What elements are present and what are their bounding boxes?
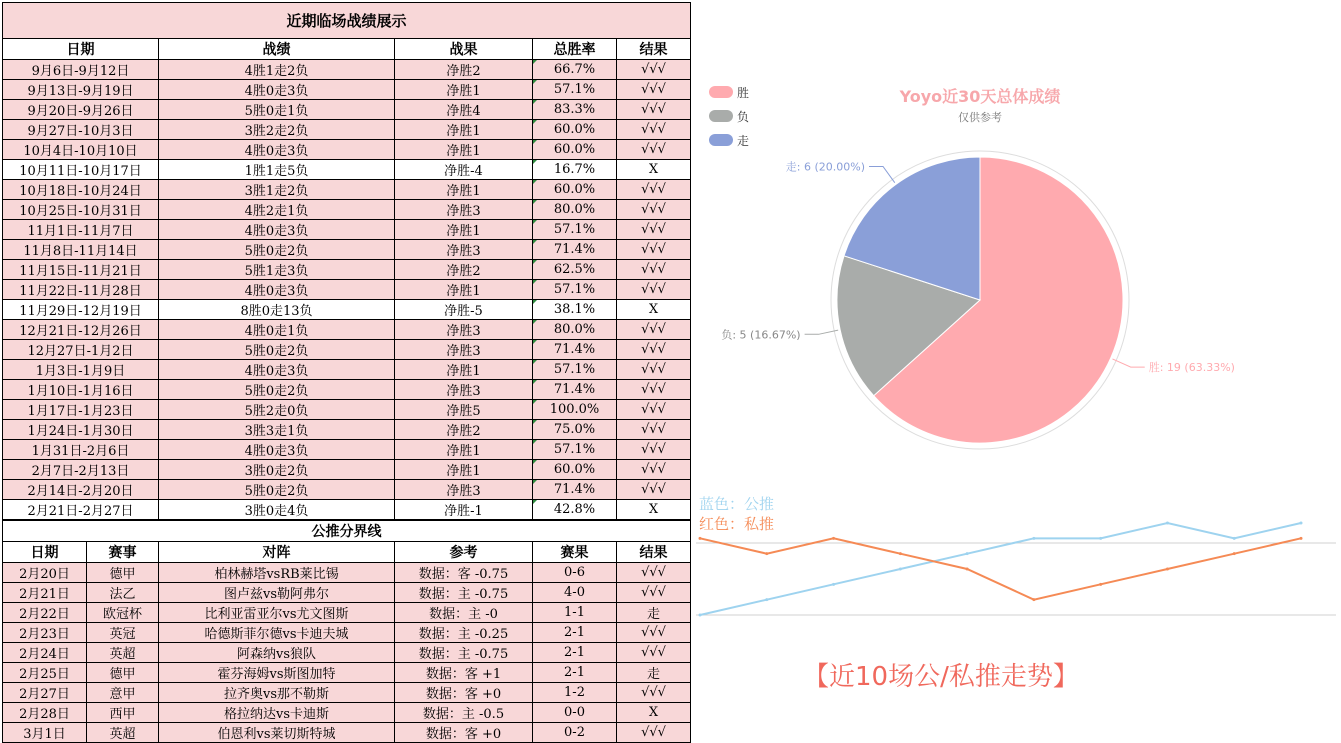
record-table-cell: √√√ (617, 80, 691, 100)
picks-table-cell: 走 (617, 603, 691, 623)
record-table-header: 日期 (3, 39, 159, 60)
picks-table-cell: 1-1 (533, 603, 617, 623)
record-table-row (3, 160, 691, 180)
record-table-cell: 2月21日-2月27日 (3, 500, 159, 520)
record-table-cell: 5胜2走0负 (159, 400, 395, 420)
picks-table-cell: 英超 (87, 723, 159, 743)
record-table-cell: 净胜3 (395, 340, 533, 360)
picks-table-cell: 阿森纳vs狼队 (159, 643, 395, 663)
legend-label: 走 (737, 133, 750, 148)
picks-table-header: 对阵 (159, 542, 395, 563)
picks-table-row (3, 603, 691, 623)
record-table-cell: 净胜3 (395, 380, 533, 400)
record-table-cell: 5胜0走2负 (159, 340, 395, 360)
record-table-row (3, 220, 691, 240)
record-table-cell: 60.0% (533, 180, 617, 200)
record-table-cell: 净胜3 (395, 320, 533, 340)
record-table-cell: 9月13日-9月19日 (3, 80, 159, 100)
record-table-cell: 12月21日-12月26日 (3, 320, 159, 340)
picks-table-cell: 英超 (87, 643, 159, 663)
pie-chart (696, 150, 1341, 495)
picks-table-row (3, 623, 691, 643)
pie-leader-line (1112, 359, 1144, 367)
trend-legend-public: 蓝色：公推 (699, 495, 775, 513)
picks-table-cell: 哈德斯菲尔德vs卡迪夫城 (159, 623, 395, 643)
record-table-cell: √√√ (617, 420, 691, 440)
record-table-cell: 60.0% (533, 120, 617, 140)
record-table-cell: 5胜0走2负 (159, 380, 395, 400)
record-table-cell: 净胜1 (395, 140, 533, 160)
record-table-cell: 16.7% (533, 160, 617, 180)
record-table-cell: 2月14日-2月20日 (3, 480, 159, 500)
picks-table-row (3, 583, 691, 603)
picks-table-cell: 拉齐奥vs那不勒斯 (159, 683, 395, 703)
record-table-row (3, 420, 691, 440)
record-table-cell: 60.0% (533, 460, 617, 480)
record-table-cell: √√√ (617, 120, 691, 140)
record-table-row (3, 300, 691, 320)
record-table-cell: 4胜0走3负 (159, 140, 395, 160)
trend-point (966, 552, 969, 555)
record-table-cell: 10月11日-10月17日 (3, 160, 159, 180)
picks-table-cell: 2月25日 (3, 663, 87, 683)
record-table-cell: 净胜2 (395, 60, 533, 80)
record-table-cell: 4胜2走1负 (159, 200, 395, 220)
record-table-cell: 62.5% (533, 260, 617, 280)
record-table-cell: 9月27日-10月3日 (3, 120, 159, 140)
picks-table-cell: 柏林赫塔vsRB莱比锡 (159, 563, 395, 583)
picks-table-cell: 伯恩利vs莱切斯特城 (159, 723, 395, 743)
record-table-cell: 4胜0走1负 (159, 320, 395, 340)
legend-item[interactable] (709, 128, 749, 152)
record-table-header: 总胜率 (533, 39, 617, 60)
picks-table-cell: 0-6 (533, 563, 617, 583)
picks-table-cell: √√√ (617, 623, 691, 643)
left-panel (2, 2, 690, 743)
record-table-row (3, 120, 691, 140)
record-table-cell: 净胜-4 (395, 160, 533, 180)
picks-table-cell: X (617, 703, 691, 723)
trend-point (1233, 552, 1236, 555)
picks-table (2, 520, 691, 743)
picks-table-row (3, 563, 691, 583)
trend-point (966, 568, 969, 571)
record-table-row (3, 280, 691, 300)
record-table-row (3, 500, 691, 520)
record-table-cell: 净胜1 (395, 360, 533, 380)
record-table-cell: 1月24日-1月30日 (3, 420, 159, 440)
record-table-cell: 4胜0走3负 (159, 80, 395, 100)
record-table-cell: 100.0% (533, 400, 617, 420)
record-table-cell: 净胜3 (395, 240, 533, 260)
picks-table-cell: 1-2 (533, 683, 617, 703)
picks-table-title: 公推分界线 (3, 521, 691, 542)
record-table-cell: √√√ (617, 140, 691, 160)
record-table-cell: √√√ (617, 280, 691, 300)
picks-table-cell: 0-0 (533, 703, 617, 723)
record-table-cell: 净胜1 (395, 460, 533, 480)
trend-point (832, 537, 835, 540)
record-table-cell: 66.7% (533, 60, 617, 80)
pie-subtitle: 仅供参考 (958, 111, 1002, 124)
picks-table-cell: 霍芬海姆vs斯图加特 (159, 663, 395, 683)
record-table-cell: X (617, 160, 691, 180)
record-table-cell: 净胜-1 (395, 500, 533, 520)
picks-table-cell: 德甲 (87, 663, 159, 683)
picks-table-cell: 2月28日 (3, 703, 87, 723)
record-table-row (3, 100, 691, 120)
record-table-cell: 3胜1走2负 (159, 180, 395, 200)
record-table-row (3, 260, 691, 280)
record-table-cell: 4胜0走3负 (159, 440, 395, 460)
picks-table-cell: √√√ (617, 723, 691, 743)
record-table-cell: 10月4日-10月10日 (3, 140, 159, 160)
legend-swatch (709, 110, 733, 122)
picks-table-row (3, 643, 691, 663)
record-table-cell: √√√ (617, 480, 691, 500)
record-table-cell: √√√ (617, 320, 691, 340)
record-table-row (3, 380, 691, 400)
record-table-row (3, 340, 691, 360)
picks-table-cell: √√√ (617, 683, 691, 703)
record-table-row (3, 400, 691, 420)
record-table-cell: 净胜3 (395, 200, 533, 220)
record-table-cell: 60.0% (533, 140, 617, 160)
picks-table-row (3, 663, 691, 683)
record-table-cell: 净胜5 (395, 400, 533, 420)
record-table-cell: 3胜0走2负 (159, 460, 395, 480)
picks-table-cell: 数据：主 -0 (395, 603, 533, 623)
record-table-header: 战绩 (159, 39, 395, 60)
legend-label: 负 (737, 109, 750, 124)
record-table-header: 战果 (395, 39, 533, 60)
trend-point (1099, 537, 1102, 540)
legend-swatch (709, 134, 733, 146)
record-table-cell: 净胜2 (395, 420, 533, 440)
trend-point (699, 614, 702, 617)
picks-table-cell: 数据：主 -0.25 (395, 623, 533, 643)
picks-table-cell: 图卢兹vs勒阿弗尔 (159, 583, 395, 603)
pie-leader-line (805, 330, 839, 334)
record-table-cell: 净胜1 (395, 220, 533, 240)
trend-legend-private: 红色：私推 (699, 515, 775, 533)
pie-slice-label: 胜: 19 (63.33%) (1148, 361, 1235, 375)
record-table-row (3, 140, 691, 160)
record-table-cell: 1月17日-1月23日 (3, 400, 159, 420)
record-table-cell: 9月6日-9月12日 (3, 60, 159, 80)
record-table-cell: 71.4% (533, 240, 617, 260)
record-table-cell: 3胜0走4负 (159, 500, 395, 520)
record-table-cell: 80.0% (533, 320, 617, 340)
pie-title: Yoyo近30天总体成绩 (899, 87, 1061, 106)
trend-point (1032, 598, 1035, 601)
record-table-cell: √√√ (617, 440, 691, 460)
record-table-cell: 11月8日-11月14日 (3, 240, 159, 260)
pie-legend (709, 80, 749, 152)
picks-table-cell: 4-0 (533, 583, 617, 603)
picks-table-cell: 0-2 (533, 723, 617, 743)
record-table-cell: 2月7日-2月13日 (3, 460, 159, 480)
record-table-cell: 4胜0走3负 (159, 220, 395, 240)
record-table-row (3, 480, 691, 500)
picks-table-cell: 数据：客 +0 (395, 723, 533, 743)
picks-table-cell: 数据：主 -0.75 (395, 583, 533, 603)
picks-table-cell: 2-1 (533, 663, 617, 683)
record-table-cell: 5胜0走2负 (159, 480, 395, 500)
record-table-cell: 净胜1 (395, 80, 533, 100)
record-table-cell: √√√ (617, 340, 691, 360)
legend-item[interactable] (709, 80, 749, 104)
picks-table-cell: 比利亚雷亚尔vs尤文图斯 (159, 603, 395, 623)
record-table-cell: 净胜1 (395, 120, 533, 140)
picks-table-header: 结果 (617, 542, 691, 563)
record-table-cell: 净胜1 (395, 440, 533, 460)
picks-table-cell: √√√ (617, 643, 691, 663)
trend-point (1233, 537, 1236, 540)
record-table-cell: 83.3% (533, 100, 617, 120)
picks-table-cell: 2-1 (533, 643, 617, 663)
record-table-cell: 57.1% (533, 80, 617, 100)
picks-table-cell: 2月27日 (3, 683, 87, 703)
picks-table-row (3, 703, 691, 723)
record-table-cell: 净胜3 (395, 480, 533, 500)
record-table-cell: √√√ (617, 240, 691, 260)
record-table-cell: 5胜0走1负 (159, 100, 395, 120)
pie-slice-label: 负: 5 (16.67%) (721, 328, 801, 342)
record-table-header: 结果 (617, 39, 691, 60)
record-table-cell: 3胜2走2负 (159, 120, 395, 140)
picks-table-cell: 2月21日 (3, 583, 87, 603)
record-table-cell: 1月3日-1月9日 (3, 360, 159, 380)
trend-point (1099, 583, 1102, 586)
record-table-cell: 11月22日-11月28日 (3, 280, 159, 300)
picks-table-header: 赛果 (533, 542, 617, 563)
picks-table-cell: 3月1日 (3, 723, 87, 743)
picks-table-cell: 2月22日 (3, 603, 87, 623)
record-table-cell: 4胜0走3负 (159, 280, 395, 300)
trend-point (1032, 537, 1035, 540)
record-table-cell: 5胜0走2负 (159, 240, 395, 260)
record-table-row (3, 180, 691, 200)
trend-point (899, 568, 902, 571)
picks-table-cell: 英冠 (87, 623, 159, 643)
record-table-cell: √√√ (617, 60, 691, 80)
record-table-row (3, 80, 691, 100)
legend-label: 胜 (737, 85, 750, 100)
record-table-cell: 42.8% (533, 500, 617, 520)
trend-chart (696, 515, 1336, 625)
trend-point (1300, 522, 1303, 525)
record-table-cell: √√√ (617, 200, 691, 220)
record-table-cell: 4胜0走3负 (159, 360, 395, 380)
record-table-row (3, 240, 691, 260)
picks-table-cell: 2月23日 (3, 623, 87, 643)
record-table-cell: 净胜2 (395, 260, 533, 280)
picks-table-cell: 格拉纳达vs卡迪斯 (159, 703, 395, 723)
record-table-row (3, 200, 691, 220)
record-table-title: 近期临场战绩展示 (3, 3, 691, 39)
legend-item[interactable] (709, 104, 749, 128)
trend-point (1300, 537, 1303, 540)
picks-table-cell: 2月20日 (3, 563, 87, 583)
picks-table-cell: 法乙 (87, 583, 159, 603)
record-table-cell: 1月10日-1月16日 (3, 380, 159, 400)
record-table-cell: 10月18日-10月24日 (3, 180, 159, 200)
picks-table-cell: 欧冠杯 (87, 603, 159, 623)
record-table-cell: 5胜1走3负 (159, 260, 395, 280)
record-table-cell: 净胜4 (395, 100, 533, 120)
record-table-row (3, 460, 691, 480)
picks-table-cell: 意甲 (87, 683, 159, 703)
record-table-cell: 57.1% (533, 440, 617, 460)
record-table-cell: 12月27日-1月2日 (3, 340, 159, 360)
record-table-cell: 57.1% (533, 280, 617, 300)
record-table-cell: 71.4% (533, 340, 617, 360)
picks-table-header: 赛事 (87, 542, 159, 563)
record-table-cell: √√√ (617, 460, 691, 480)
picks-table-cell: 西甲 (87, 703, 159, 723)
picks-table-cell: 数据：主 -0.5 (395, 703, 533, 723)
trend-point (1166, 568, 1169, 571)
record-table-row (3, 320, 691, 340)
trend-point (832, 583, 835, 586)
trend-title: 【近10场公/私推走势】 (803, 662, 1079, 692)
record-table-cell: √√√ (617, 260, 691, 280)
record-table-cell: √√√ (617, 380, 691, 400)
picks-table-header: 日期 (3, 542, 87, 563)
record-table (2, 2, 691, 520)
trend-point (1166, 522, 1169, 525)
record-table-cell: 4胜1走2负 (159, 60, 395, 80)
record-table-cell: √√√ (617, 180, 691, 200)
record-table-cell: √√√ (617, 360, 691, 380)
record-table-cell: √√√ (617, 400, 691, 420)
trend-point (699, 537, 702, 540)
record-table-cell: X (617, 500, 691, 520)
trend-point (765, 598, 768, 601)
record-table-cell: 3胜3走1负 (159, 420, 395, 440)
record-table-cell: 9月20日-9月26日 (3, 100, 159, 120)
picks-table-cell: 德甲 (87, 563, 159, 583)
picks-table-cell: 数据：客 -0.75 (395, 563, 533, 583)
record-table-cell: 净胜1 (395, 180, 533, 200)
record-table-cell: 57.1% (533, 360, 617, 380)
record-table-cell: 80.0% (533, 200, 617, 220)
record-table-row (3, 60, 691, 80)
trend-series-line (700, 538, 1301, 599)
record-table-cell: 1胜1走5负 (159, 160, 395, 180)
picks-table-cell: 2月24日 (3, 643, 87, 663)
record-table-cell: 11月15日-11月21日 (3, 260, 159, 280)
picks-table-cell: √√√ (617, 583, 691, 603)
record-table-cell: X (617, 300, 691, 320)
record-table-cell: 75.0% (533, 420, 617, 440)
picks-table-cell: 数据：客 +1 (395, 663, 533, 683)
record-table-cell: √√√ (617, 100, 691, 120)
trend-point (765, 552, 768, 555)
record-table-cell: 11月1日-11月7日 (3, 220, 159, 240)
record-table-cell: 11月29日-12月19日 (3, 300, 159, 320)
picks-table-cell: 数据：主 -0.75 (395, 643, 533, 663)
trend-series-line (700, 523, 1301, 615)
record-table-cell: 10月25日-10月31日 (3, 200, 159, 220)
legend-swatch (709, 86, 733, 98)
record-table-cell: 净胜1 (395, 280, 533, 300)
record-table-cell: 1月31日-2月6日 (3, 440, 159, 460)
picks-table-cell: 走 (617, 663, 691, 683)
picks-table-cell: 数据：客 +0 (395, 683, 533, 703)
record-table-cell: 71.4% (533, 480, 617, 500)
record-table-row (3, 360, 691, 380)
picks-table-cell: √√√ (617, 563, 691, 583)
picks-table-row (3, 683, 691, 703)
record-table-row (3, 440, 691, 460)
picks-table-cell: 2-1 (533, 623, 617, 643)
record-table-cell: 净胜-5 (395, 300, 533, 320)
pie-slice-label: 走: 6 (20.00%) (785, 160, 866, 174)
record-table-cell: 38.1% (533, 300, 617, 320)
record-table-cell: 71.4% (533, 380, 617, 400)
picks-table-row (3, 723, 691, 743)
picks-table-header: 参考 (395, 542, 533, 563)
trend-point (899, 552, 902, 555)
record-table-cell: 57.1% (533, 220, 617, 240)
record-table-cell: √√√ (617, 220, 691, 240)
record-table-cell: 8胜0走13负 (159, 300, 395, 320)
